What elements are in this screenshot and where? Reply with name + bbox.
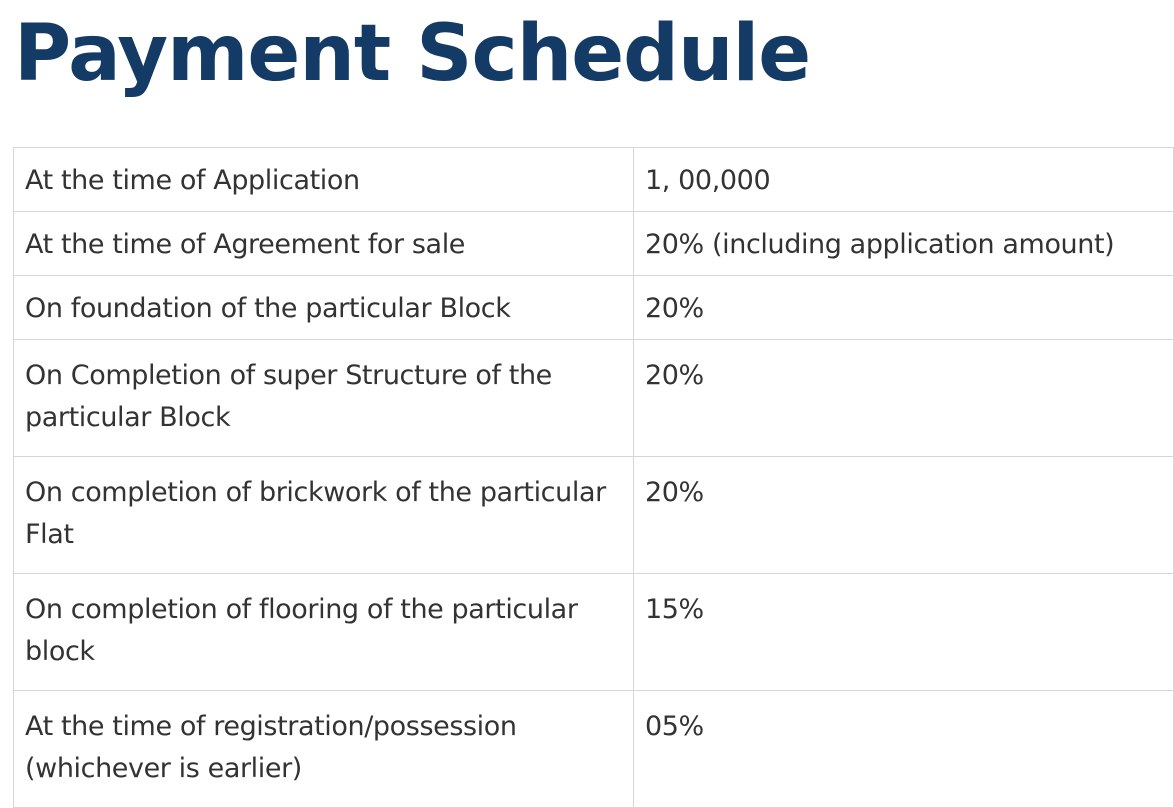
table-row [14, 212, 1174, 276]
stage-cell: At the time of Application [14, 148, 634, 212]
payment-schedule-table [13, 147, 1174, 808]
payment-cell: 20% [634, 457, 1174, 574]
stage-cell: On completion of brickwork of the particular Flat [14, 457, 634, 574]
stage-cell: At the time of Agreement for sale [14, 212, 634, 276]
stage-cell: On completion of flooring of the particular block [14, 574, 634, 691]
payment-cell: 20% [634, 340, 1174, 457]
payment-cell: 1, 00,000 [634, 148, 1174, 212]
table-row [14, 276, 1174, 340]
payment-cell: 05% [634, 691, 1174, 808]
table-row [14, 340, 1174, 457]
table-row [14, 574, 1174, 691]
payment-cell: 20% (including application amount) [634, 212, 1174, 276]
stage-cell: On foundation of the particular Block [14, 276, 634, 340]
table-row [14, 457, 1174, 574]
stage-cell: At the time of registration/possession (whichever is earlier) [14, 691, 634, 808]
payment-cell: 20% [634, 276, 1174, 340]
table-row [14, 148, 1174, 212]
page-title: Payment Schedule [14, 9, 811, 99]
payment-cell: 15% [634, 574, 1174, 691]
table-row [14, 691, 1174, 808]
stage-cell: On Completion of super Structure of the particular Block [14, 340, 634, 457]
